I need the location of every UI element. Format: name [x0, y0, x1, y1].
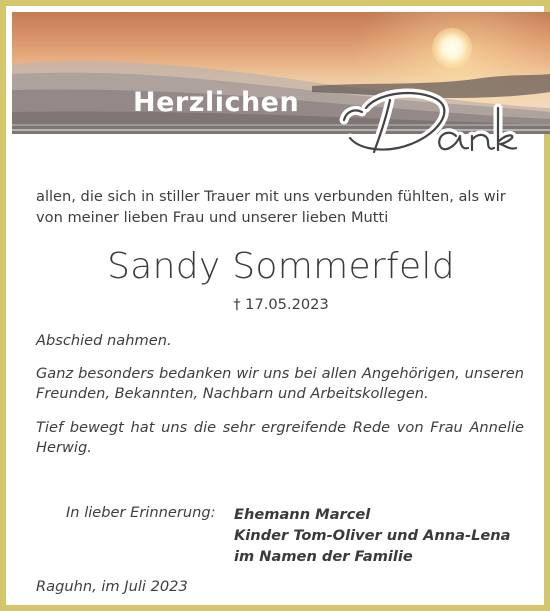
signature-label: In lieber Erinnerung:: [66, 504, 216, 521]
paragraph-farewell: Abschied nahmen.: [36, 332, 172, 349]
dank-word: Dank: [338, 78, 341, 79]
signature-line-1: Ehemann Marcel: [234, 506, 371, 523]
deceased-name: Sandy Sommerfeld: [107, 246, 455, 287]
death-date: † 17.05.2023: [233, 296, 329, 313]
intro-line-1: allen, die sich in stiller Trauer mit uns verbunden fühlten, als wir: [36, 188, 506, 205]
intro-line-2: von meiner lieben Frau und unserer lieben Mutti: [36, 209, 389, 226]
signature-line-2: Kinder Tom-Oliver und Anna-Lena: [234, 527, 511, 544]
intro-text: [36, 186, 528, 228]
paragraph-speech: Tief bewegt hat uns die sehr ergreifende Rede von Frau Annelie Herwig.: [36, 419, 524, 456]
headline-dank-script: [338, 78, 518, 168]
headline-herzlichen: Herzlichen: [133, 87, 300, 118]
signature-block: [234, 504, 511, 567]
place-date: Raguhn, im Juli 2023: [36, 578, 188, 595]
signature-line-3: im Namen der Familie: [234, 548, 413, 565]
paragraph-thanks: Ganz besonders bedanken wir uns bei allen Angehörigen, unseren Freunden, Bekannten, Nachbarn und Arbeitskollegen.: [36, 365, 524, 402]
